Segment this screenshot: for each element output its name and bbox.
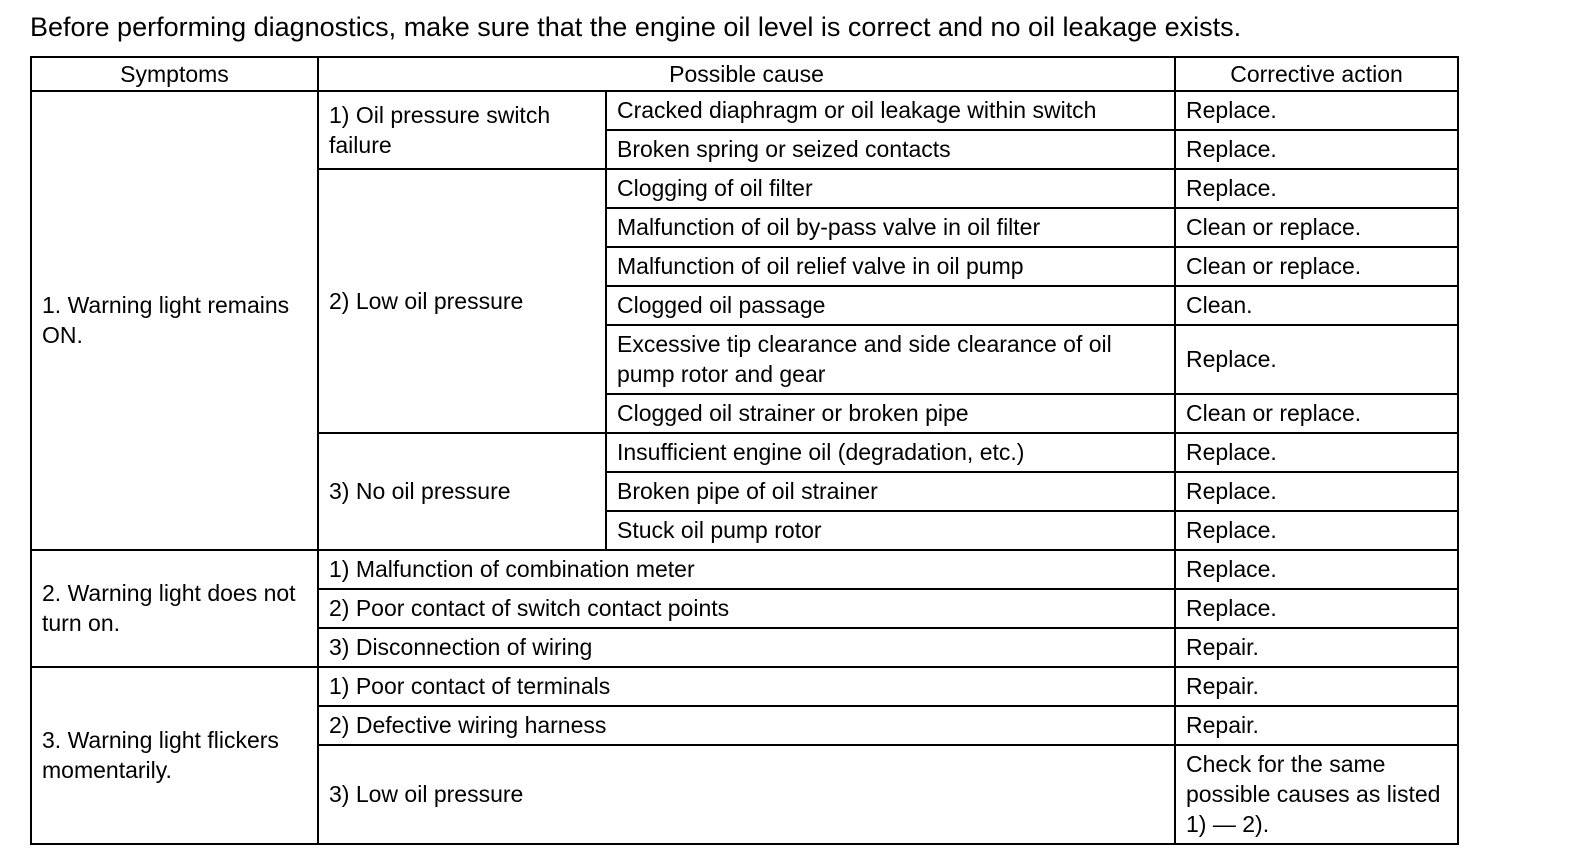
cause-detail-cell: Clogged oil passage	[606, 286, 1175, 325]
symptom-cell: 2. Warning light does not turn on.	[31, 550, 318, 667]
cause-detail-cell: Broken spring or seized contacts	[606, 130, 1175, 169]
cause-detail-cell: Malfunction of oil relief valve in oil pump	[606, 247, 1175, 286]
cause-cell: 3) Low oil pressure	[318, 745, 1175, 844]
cause-cell: 2) Low oil pressure	[318, 169, 606, 433]
cause-detail-cell: Broken pipe of oil strainer	[606, 472, 1175, 511]
action-cell: Replace.	[1175, 433, 1458, 472]
header-corrective-action: Corrective action	[1175, 57, 1458, 91]
header-symptoms: Symptoms	[31, 57, 318, 91]
cause-cell: 3) Disconnection of wiring	[318, 628, 1175, 667]
action-cell: Clean.	[1175, 286, 1458, 325]
action-cell: Replace.	[1175, 325, 1458, 394]
cause-detail-cell: Clogging of oil filter	[606, 169, 1175, 208]
cause-cell: 2) Poor contact of switch contact points	[318, 589, 1175, 628]
action-cell: Repair.	[1175, 628, 1458, 667]
action-cell: Replace.	[1175, 130, 1458, 169]
cause-cell: 2) Defective wiring harness	[318, 706, 1175, 745]
cause-detail-cell: Stuck oil pump rotor	[606, 511, 1175, 550]
header-row	[31, 57, 1458, 91]
table-row	[31, 550, 1458, 589]
action-cell: Repair.	[1175, 667, 1458, 706]
cause-cell: 3) No oil pressure	[318, 433, 606, 550]
action-cell: Replace.	[1175, 511, 1458, 550]
diagnostics-table	[30, 56, 1459, 845]
header-possible-cause: Possible cause	[318, 57, 1175, 91]
symptom-cell: 3. Warning light flickers momentarily.	[31, 667, 318, 844]
cause-detail-cell: Excessive tip clearance and side clearance of oil pump rotor and gear	[606, 325, 1175, 394]
action-cell: Repair.	[1175, 706, 1458, 745]
action-cell: Clean or replace.	[1175, 247, 1458, 286]
cause-cell: 1) Oil pressure switch failure	[318, 91, 606, 169]
cause-cell: 1) Malfunction of combination meter	[318, 550, 1175, 589]
action-cell: Replace.	[1175, 169, 1458, 208]
action-cell: Replace.	[1175, 91, 1458, 130]
cause-cell: 1) Poor contact of terminals	[318, 667, 1175, 706]
table-row	[31, 91, 1458, 130]
action-cell: Check for the same possible causes as listed 1) — 2).	[1175, 745, 1458, 844]
action-cell: Replace.	[1175, 472, 1458, 511]
table-row	[31, 667, 1458, 706]
cause-detail-cell: Malfunction of oil by-pass valve in oil filter	[606, 208, 1175, 247]
cause-detail-cell: Insufficient engine oil (degradation, etc.)	[606, 433, 1175, 472]
action-cell: Replace.	[1175, 550, 1458, 589]
symptom-cell: 1. Warning light remains ON.	[31, 91, 318, 550]
cause-detail-cell: Clogged oil strainer or broken pipe	[606, 394, 1175, 433]
action-cell: Clean or replace.	[1175, 208, 1458, 247]
intro-note: Before performing diagnostics, make sure that the engine oil level is correct and no oil leakage exists.	[30, 12, 1242, 42]
cause-detail-cell: Cracked diaphragm or oil leakage within switch	[606, 91, 1175, 130]
action-cell: Clean or replace.	[1175, 394, 1458, 433]
action-cell: Replace.	[1175, 589, 1458, 628]
